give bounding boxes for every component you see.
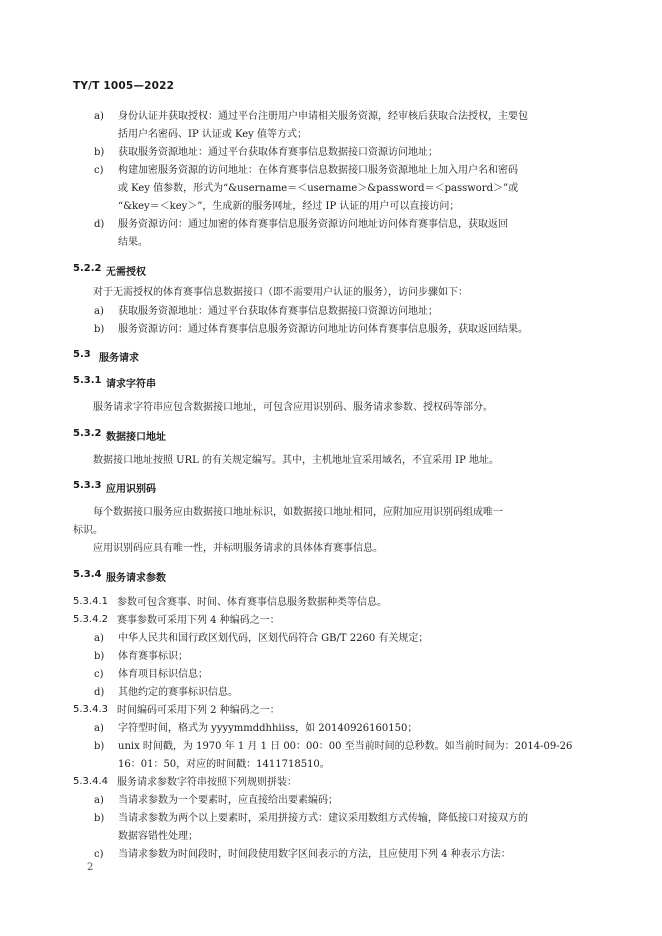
list-item-text: “&key＝＜key＞”，生成新的服务网址，经过 IP 认证的用户可以直接访问；: [118, 201, 460, 212]
paragraph: 每个数据接口服务应由数据接口地址标识，如数据接口地址相同，应附加应用识别码组成唯一: [93, 507, 503, 518]
list-item-text: 或 Key 值参数，形式为“&username＝＜username＞&password＝＜password＞”或: [118, 183, 519, 194]
section-heading-5-3-3: [73, 480, 156, 495]
list-label: b): [94, 741, 105, 752]
list-item-text: 16：01：50，对应的时间戳：1411718510。: [118, 759, 330, 770]
section-number: 5.3: [73, 349, 91, 360]
paragraph-continuation: 标识。: [73, 525, 103, 536]
section-heading-5-3-2: [73, 428, 166, 443]
list-item-text: 体育项目标识信息；: [118, 669, 208, 680]
section-number: 5.2.2: [73, 263, 102, 274]
section-heading-5-3-4: [73, 569, 166, 584]
list-label: b): [94, 813, 105, 824]
list-item-text: 服务资源访问：通过加密的体育赛事信息服务资源访问地址访问体育赛事信息，获取返回: [118, 219, 508, 230]
list-item-text: 当请求参数为一个要素时，应直接给出要素编码；: [118, 795, 338, 806]
paragraph: 对于无需授权的体育赛事信息数据接口（即不需要用户认证的服务），访问步骤如下：: [93, 287, 468, 298]
list-item-text: 字符型时间，格式为 yyyymmddhhiiss，如 20140926160150；: [118, 723, 418, 734]
list-item-text: 服务资源访问：通过体育赛事信息服务资源访问地址访问体育赛事信息服务，获取返回结果。: [118, 324, 528, 335]
section-title: 请求字符串: [106, 379, 156, 390]
list-item-text: 获取服务资源地址：通过平台获取体育赛事信息数据接口资源访问地址；: [118, 306, 438, 317]
list-item-text: 数据容错性处理；: [118, 831, 198, 842]
section-number: 5.3.2: [73, 428, 102, 439]
paragraph: 服务请求字符串应包含数据接口地址，可包含应用识别码、服务请求参数、授权码等部分。: [93, 402, 493, 413]
clause-number: 5.3.4.1: [73, 596, 108, 607]
section-title: 服务请求: [99, 353, 139, 364]
list-item-text: 构建加密服务资源的访问地址：在体育赛事信息数据接口服务资源地址上加入用户名和密码: [118, 165, 518, 176]
list-label: d): [94, 219, 105, 230]
list-label: b): [94, 147, 105, 158]
section-heading-5-3-1: [73, 375, 156, 390]
page-number: 2: [87, 862, 94, 873]
clause-text: 参数可包含赛事、时间、体育赛事信息服务数据种类等信息。: [117, 597, 387, 608]
section-title: 服务请求参数: [106, 573, 166, 584]
clause-5-3-4-3: [73, 704, 108, 715]
clause-text: 赛事参数可采用下列 4 种编码之一：: [117, 615, 280, 626]
list-label: b): [94, 324, 105, 335]
clause-5-3-4-4: [73, 776, 108, 787]
list-label: d): [94, 687, 105, 698]
list-item-text: 其他约定的赛事标识信息。: [118, 687, 238, 698]
paragraph: 应用识别码应具有唯一性，并标明服务请求的具体体育赛事信息。: [93, 543, 383, 554]
list-label: c): [94, 849, 104, 860]
list-item-text: 中华人民共和国行政区划代码，区划代码符合 GB/T 2260 有关规定；: [118, 633, 429, 644]
section-number: 5.3.1: [73, 375, 102, 386]
clause-number: 5.3.4.3: [73, 704, 108, 715]
list-label: a): [94, 633, 104, 644]
list-item-text: 获取服务资源地址：通过平台获取体育赛事信息数据接口资源访问地址；: [118, 147, 438, 158]
clause-number: 5.3.4.2: [73, 614, 108, 625]
list-item-text: unix 时间戳，为 1970 年 1 月 1 日 00：00：00 至当前时间的总秒数。如当前时间为：2014-09-26: [118, 741, 573, 752]
clause-text: 时间编码可采用下列 2 种编码之一：: [117, 705, 280, 716]
list-item-text: 身份认证并获取授权：通过平台注册用户申请相关服务资源，经审核后获取合法授权，主要包: [118, 111, 528, 122]
section-heading-5-3: [73, 349, 139, 364]
clause-number: 5.3.4.4: [73, 776, 108, 787]
list-label: a): [94, 723, 104, 734]
list-item-text: 体育赛事标识；: [118, 651, 188, 662]
paragraph: 数据接口地址按照 URL 的有关规定编写。其中，主机地址宜采用域名，不宜采用 IP 地址。: [93, 455, 499, 466]
list-label: a): [94, 111, 104, 122]
standard-code-header: TY/T 1005—2022: [73, 80, 175, 92]
clause-5-3-4-1: [73, 596, 108, 607]
clause-text: 服务请求参数字符串按照下列规则拼装：: [117, 777, 297, 788]
list-item-text: 括用户名密码、IP 认证或 Key 值等方式；: [118, 129, 307, 140]
list-label: c): [94, 165, 104, 176]
list-item-text: 当请求参数为时间段时，时间段使用数字区间表示的方法，且应使用下列 4 种表示方法：: [118, 849, 511, 860]
clause-5-3-4-2: [73, 614, 108, 625]
list-label: c): [94, 669, 104, 680]
list-label: a): [94, 306, 104, 317]
list-item-text: 当请求参数为两个以上要素时，采用拼接方式：建议采用数组方式传输，降低接口对接双方的: [118, 813, 528, 824]
section-title: 无需授权: [106, 267, 146, 278]
section-title: 数据接口地址: [106, 432, 166, 443]
list-item-text: 结果。: [118, 237, 148, 248]
section-number: 5.3.3: [73, 480, 102, 491]
list-label: a): [94, 795, 104, 806]
list-label: b): [94, 651, 105, 662]
section-heading-5-2-2: [73, 263, 146, 278]
section-number: 5.3.4: [73, 569, 102, 580]
section-title: 应用识别码: [106, 484, 156, 495]
